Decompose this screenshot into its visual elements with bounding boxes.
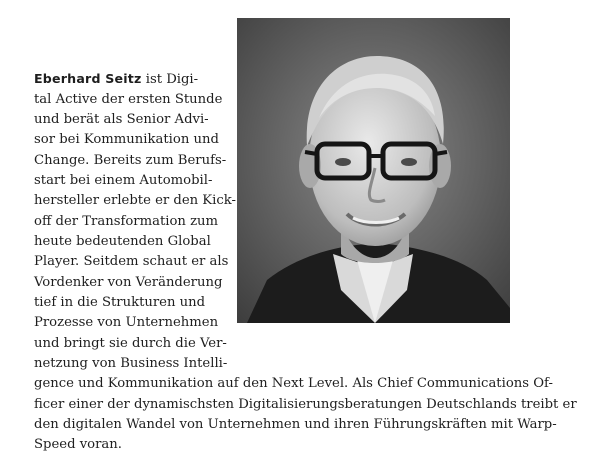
- bio-line-15: netzung von Business Intelli-: [34, 356, 228, 371]
- bio-line-10: Player. Seitdem schaut er als: [34, 254, 229, 269]
- bio-line-12: tief in die Strukturen und: [34, 295, 206, 310]
- bio-line-16: gence und Kommunikation auf den Next Level. Als Chief Communications Of-: [34, 376, 553, 391]
- bio-line-13: Prozesse von Unternehmen: [34, 315, 219, 330]
- bio-line-9: heute bedeutenden Global: [34, 234, 211, 249]
- bio-line-3: und berät als Senior Advi-: [34, 112, 209, 127]
- bio-line-17: ficer einer der dynamischsten Digitalisierungsberatungen Deutschlands treibt er: [34, 397, 577, 412]
- bio-line-5: Change. Bereits zum Berufs-: [34, 153, 227, 168]
- bio-line-1: [34, 69, 198, 89]
- bio-line-6: start bei einem Automobil-: [34, 173, 213, 188]
- portrait-photo: [237, 18, 510, 323]
- bio-line-14: und bringt sie durch die Ver-: [34, 336, 227, 351]
- portrait-illustration: [237, 18, 510, 323]
- bio-line-2: tal Active der ersten Stunde: [34, 92, 223, 107]
- bio-line-8: off der Transformation zum: [34, 214, 219, 229]
- bio-line-4: sor bei Kommunikation und: [34, 132, 219, 147]
- bio-line-7: hersteller erlebte er den Kick-: [34, 193, 236, 208]
- bio-line-18: den digitalen Wandel von Unternehmen und ihren Führungskräften mit Warp-: [34, 417, 557, 432]
- bio-line-1-text: ist Digi-: [141, 72, 199, 87]
- bio-line-11: Vordenker von Veränderung: [34, 275, 223, 290]
- bio-line-19: Speed voran.: [34, 437, 122, 452]
- person-name: Eberhard Seitz: [34, 71, 142, 86]
